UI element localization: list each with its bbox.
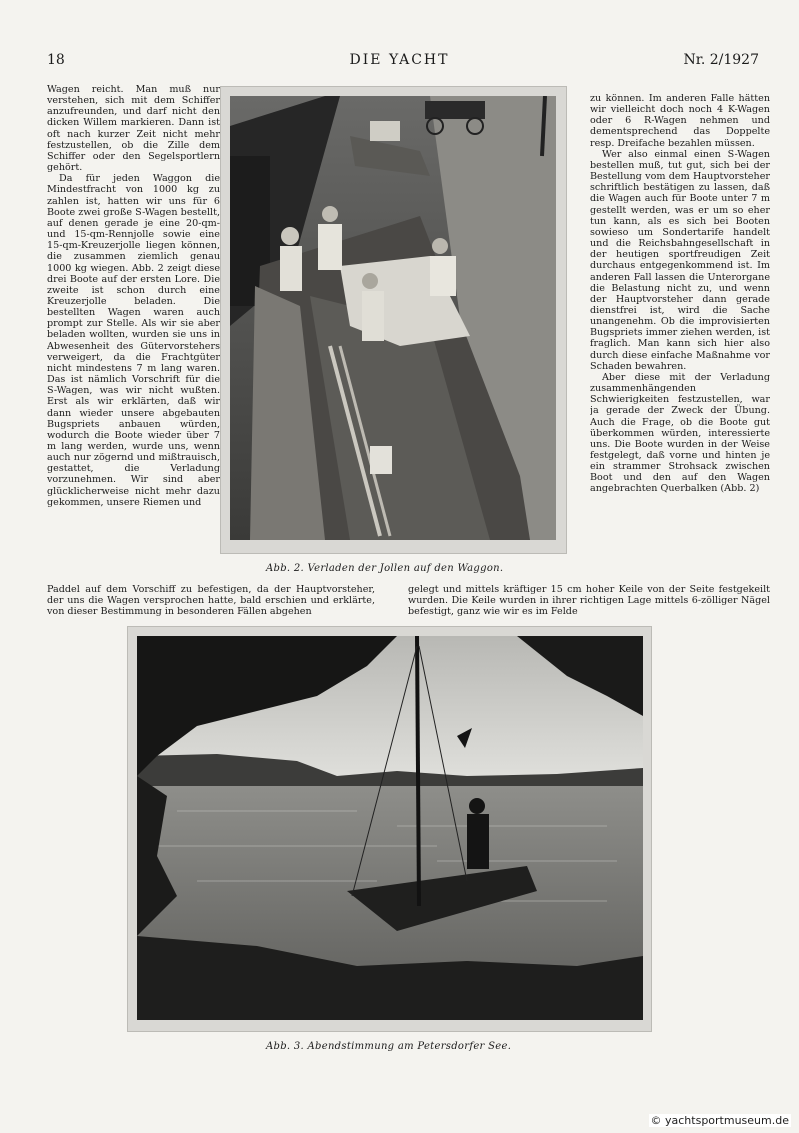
paragraph: Da für jeden Waggon die Mindestfracht von 1000 kg zu zahlen ist, hatten wir uns für 6 Boote zwei große S-Wagen bestellt, auf denen gerade je eine 20-qm- und 15-qm-Rennjolle sowie eine 15-qm-Kreuzerjolle liegen können, die zusammen ziemlich genau 1000 kg wiegen. Abb. 2 zeigt diese drei Boote auf der ersten Lore. Die zweite ist schon durch eine Kreuzerjolle beladen. Die bestellten Wagen waren auch prompt zur Stelle. Als wir sie aber beladen wollten, wurden sie uns in Abwesenheit des Gütervorstehers verweigert, da die Frachtgüter nicht mindestens 7 m lang waren. Das ist nämlich Vorschrift für die S-Wagen, was wir nicht wußten. Erst als wir erklärten, daß wir dann wieder unsere abgebauten Bugspriets anbauen würden, wodurch die Boote wieder über 7 m lang werden, wurde uns, wenn auch nur zögernd und mißtrauisch, gestattet, die Verladung vorzunehmen. Wir sind aber glücklicherweise nicht mehr dazu gekommen, unsere Riemen und xyxy=(47,173,220,508)
bottom-right-text: gelegt und mittels kräftiger 15 cm hoher Keile von der Seite festgekeilt wurden. Die Keile wurden in ihrer richtigen Lage mittels 6-zölliger Nägel befestigt, ganz wie wir es im Felde xyxy=(408,584,770,618)
right-text-column xyxy=(590,93,770,590)
issue-number: Nr. 2/1927 xyxy=(683,52,759,68)
figure-2-caption: Abb. 3. Abendstimmung am Petersdorfer See. xyxy=(266,1041,512,1052)
watermark: © yachtsportmuseum.de xyxy=(650,1114,789,1127)
paragraph: zu können. Im anderen Falle hätten wir vielleicht doch noch 4 K-Wagen oder 6 R-Wagen nehmen und dementsprechend das Doppelte resp. Dreifache bezahlen müssen. xyxy=(590,93,770,149)
left-text-column xyxy=(47,84,220,589)
photo-loading-dinghies xyxy=(230,96,556,540)
paragraph: Wagen reicht. Man muß nur verstehen, sich mit dem Schiffer anzufreunden, und darf nicht den dicken Willem markieren. Dann ist oft nach kurzer Zeit nicht mehr festzustellen, ob die Zille dem Schiffer oder den Segelsportlern gehört. xyxy=(47,84,220,174)
paragraph: Wer also einmal einen S-Wagen bestellen muß, tut gut, sich bei der Bestellung vom dem Hauptvorsteher schriftlich bestätigen zu lassen, daß die Wagen auch für Boote unter 7 m gestellt werden, was er um so eher tun kann, als es sich bei Booten sowieso um Sondertarife handelt und die Reichsbahngesellschaft in der heutigen sportfreudigen Zeit durchaus entgegenkommend ist. Im anderen Fall lassen die Unterorgane die Belastung nicht zu, und wenn der Hauptvorsteher dann gerade dienstfrei ist, wird die Sache unangenehm. Ob die improvisierten Bugspriets immer ziehen werden, ist fraglich. Man kann sich hier also durch diese einfache Maßnahme vor Schaden bewahren. xyxy=(590,148,770,372)
page-number: 18 xyxy=(47,52,65,68)
photo-evening-lake xyxy=(137,636,643,1020)
bottom-left-text: Paddel auf dem Vorschiff zu befestigen, da der Hauptvorsteher, der uns die Wagen versprochen hatte, bald erschien und erklärte, von dieser Bestimmung in besonderen Fällen abgehen xyxy=(47,584,375,618)
paragraph: Aber diese mit der Verladung zusammenhängenden Schwierigkeiten festzustellen, war ja gerade der Zweck der Übung. Auch die Frage, ob die Boote gut überkommen würden, interessierte uns. Die Boote wurden in der Weise festgelegt, daß vorne und hinten je ein strammer Strohsack zwischen Boot und den auf den Wagen angebrachten Querbalken (Abb. 2) xyxy=(590,371,770,495)
figure-1-caption: Abb. 2. Verladen der Jollen auf den Waggon. xyxy=(266,563,504,574)
magazine-title: DIE YACHT xyxy=(349,52,450,68)
